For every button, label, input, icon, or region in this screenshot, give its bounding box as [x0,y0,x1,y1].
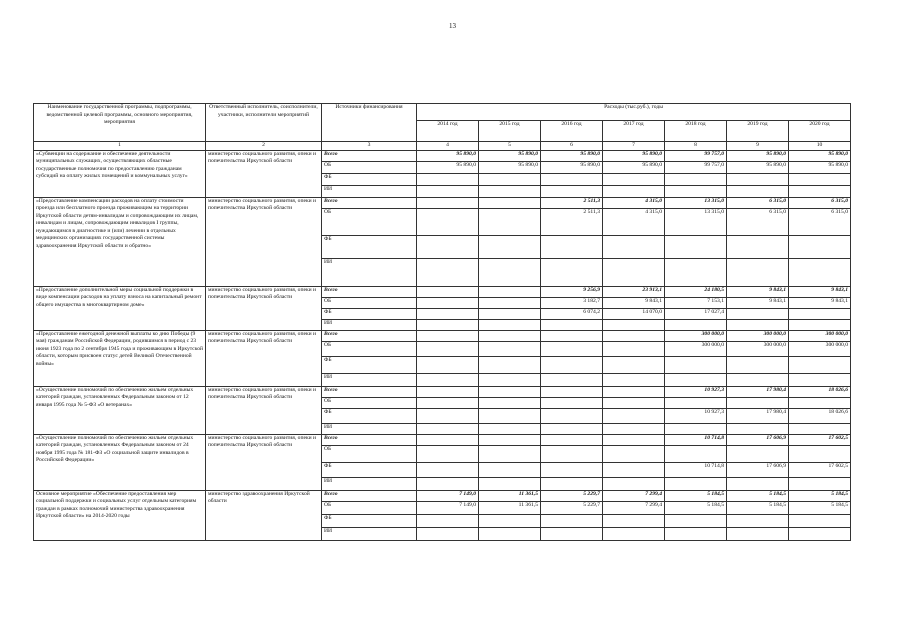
expense-value [417,258,479,286]
program-executor: министерство социального развития, опеки и попечительства Иркутской области [206,386,322,434]
expense-value [541,423,603,434]
program-name: «Осуществление полномочий по обеспечению жильем отдельных категорий граждан, установленных Федеральным законом от 12 января 1995 года № 5-ФЗ «О ветеранах» [34,386,206,434]
table-row [34,386,851,397]
expense-value [541,434,603,445]
expense-value: 9 843,1 [727,297,789,308]
funding-source: ИИ [322,373,417,386]
expense-value [727,373,789,386]
expense-value: 24 180,5 [665,286,727,297]
expense-value [727,258,789,286]
expense-value [479,397,541,408]
table-row [34,490,851,501]
funding-source: Всего [322,197,417,208]
expense-value [603,319,665,330]
expense-value [417,514,479,527]
expense-value: 95 890,0 [541,150,603,161]
expense-value [479,197,541,208]
header-year: 2017 год [603,121,665,142]
program-name: «Предоставление компенсации расходов на оплату стоимости проезда или бесплатного проезда проживающим на территории Иркутской области детям-инвалидам и сопровождающим их лицам, инвалидам и лицам, сопровождающим инвалидов I группы, нуждающимся в диагностике и (или) лечении в отдельных медицинских организациях государственной системы здравоохранения Иркутской области и обратно» [34,197,206,286]
expense-value [479,235,541,258]
column-number: 1 [34,142,206,151]
expense-value [479,423,541,434]
funding-source: ФБ [322,514,417,527]
expense-value [417,408,479,423]
expense-value [417,319,479,330]
expense-value: 300 000,0 [789,341,851,356]
funding-source: ИИ [322,319,417,330]
column-number: 6 [541,142,603,151]
expense-value [603,235,665,258]
expense-value: 95 890,0 [727,150,789,161]
funding-source: ИИ [322,477,417,490]
expense-value: 95 890,0 [479,150,541,161]
table-row [34,286,851,297]
expense-value [479,434,541,445]
expense-value [603,397,665,408]
expense-value [479,356,541,373]
program-executor: министерство социального развития, опеки и попечительства Иркутской области [206,150,322,197]
header-year: 2014 год [417,121,479,142]
expense-value [541,341,603,356]
expense-value [479,527,541,540]
expense-value [479,185,541,197]
expense-value [417,308,479,319]
expense-value [417,330,479,341]
expense-value [603,434,665,445]
expense-value [603,423,665,434]
expense-value [479,445,541,462]
funding-source: ОБ [322,161,417,173]
expense-value: 18 026,6 [789,386,851,397]
expense-value [665,319,727,330]
expense-value [665,477,727,490]
expense-value [789,258,851,286]
expense-value [417,197,479,208]
expense-value [789,477,851,490]
funding-source: ИИ [322,185,417,197]
expense-value: 5 184,5 [789,490,851,501]
expense-value [417,373,479,386]
expense-value: 5 184,5 [665,490,727,501]
funding-source: ИИ [322,258,417,286]
budget-table [33,103,851,541]
expense-value: 4 315,0 [603,197,665,208]
expense-value: 300 000,0 [665,330,727,341]
column-number: 8 [665,142,727,151]
expense-value: 95 890,0 [479,161,541,173]
expense-value: 5 184,5 [727,501,789,514]
expense-value: 10 927,3 [665,386,727,397]
expense-value [665,235,727,258]
expense-value [665,514,727,527]
expense-value [417,397,479,408]
column-number: 4 [417,142,479,151]
expense-value: 9 843,1 [789,286,851,297]
expense-value [603,477,665,490]
column-number: 9 [727,142,789,151]
program-name: «Субвенции на содержание и обеспечение деятельности муниципальных служащих, осуществляющих областные государственные полномочия по предоставлению гражданам субсидий на оплату жилых помещений и коммунальных услуг» [34,150,206,197]
header-year: 2015 год [479,121,541,142]
expense-value [727,235,789,258]
expense-value [541,462,603,477]
column-number: 2 [206,142,322,151]
expense-value: 9 843,1 [789,297,851,308]
expense-value [479,341,541,356]
column-number: 10 [789,142,851,151]
column-number: 7 [603,142,665,151]
expense-value: 7 299,4 [603,501,665,514]
program-executor: министерство социального развития, опеки и попечительства Иркутской области [206,434,322,490]
expense-value: 6 315,0 [789,208,851,235]
program-executor: министерство социального развития, опеки и попечительства Иркутской области [206,330,322,386]
expense-value [727,308,789,319]
expense-value [541,330,603,341]
expense-value [479,330,541,341]
expense-value [479,308,541,319]
header-year: 2020 год [789,121,851,142]
funding-source: Всего [322,386,417,397]
expense-value: 6 315,0 [727,197,789,208]
expense-value: 5 184,5 [727,490,789,501]
expense-value [727,527,789,540]
funding-source: ФБ [322,408,417,423]
funding-source: Всего [322,490,417,501]
expense-value [727,356,789,373]
expense-value [541,408,603,423]
expense-value: 17 606,9 [727,462,789,477]
expense-value [789,373,851,386]
expense-value: 9 256,9 [541,286,603,297]
expense-value [417,173,479,185]
expense-value [603,341,665,356]
expense-value [789,514,851,527]
expense-value [603,527,665,540]
expense-value [727,423,789,434]
expense-value [603,258,665,286]
expense-value: 13 315,0 [665,197,727,208]
expense-value [479,286,541,297]
column-number: 5 [479,142,541,151]
expense-value [541,258,603,286]
expense-value [541,477,603,490]
expense-value [789,185,851,197]
expense-value: 95 890,0 [541,161,603,173]
page-number: 13 [449,22,456,30]
expense-value [479,408,541,423]
expense-value [417,423,479,434]
expense-value: 17 027,4 [665,308,727,319]
expense-value [603,462,665,477]
expense-value [417,527,479,540]
expense-value [417,445,479,462]
expense-value: 7 149,0 [417,490,479,501]
header-year: 2019 год [727,121,789,142]
expense-value: 2 511,3 [541,208,603,235]
program-name: Основное мероприятие «Обеспечение предоставления мер социальной поддержки и социальных услуг отдельным категориям граждан в рамках полномочий министерства здравоохранения Иркутской области» на 2014-2020 годы [34,490,206,540]
expense-value [479,514,541,527]
expense-value [541,319,603,330]
expense-value [665,173,727,185]
expense-value [789,397,851,408]
expense-value [479,173,541,185]
expense-value [603,330,665,341]
program-name: «Осуществление полномочий по обеспечению жильем отдельных категорий граждан, установленных Федеральным законом от 24 ноября 1995 года № 181-ФЗ «О социальной защите инвалидов в Российской Федерации» [34,434,206,490]
program-name: «Предоставление дополнительной меры социальной поддержки в виде компенсации расходов на уплату взноса на капитальный ремонт общего имущества в многоквартирном доме» [34,286,206,330]
expense-value [603,408,665,423]
expense-value [603,386,665,397]
header-year: 2018 год [665,121,727,142]
expense-value [541,185,603,197]
expense-value: 9 843,1 [603,297,665,308]
expense-value [417,462,479,477]
expense-value: 14 070,0 [603,308,665,319]
expense-value [417,386,479,397]
expense-value [665,423,727,434]
expense-value [417,297,479,308]
table-header [34,104,851,151]
expense-value: 95 890,0 [789,150,851,161]
program-name: «Предоставление ежегодной денежной выплаты ко дню Победы (9 мая) гражданам Российской Федерации, родившимся в период с 23 июня 1923 года по 2 сентября 1945 года и проживающим в Иркутской области, которым присвоен статус детей Великой Отечественной войны» [34,330,206,386]
program-executor: министерство социального развития, опеки и попечительства Иркутской области [206,197,322,286]
expense-value [417,477,479,490]
funding-source: ОБ [322,297,417,308]
expense-value [541,386,603,397]
table-row [34,434,851,445]
expense-value [479,297,541,308]
expense-value [727,477,789,490]
expense-value [541,445,603,462]
funding-source: ОБ [322,397,417,408]
expense-value [727,514,789,527]
expense-value [603,373,665,386]
funding-source: ОБ [322,445,417,462]
expense-value: 17 602,5 [789,462,851,477]
expense-value [727,185,789,197]
expense-value [541,235,603,258]
expense-value [417,286,479,297]
expense-value [603,445,665,462]
expense-value [541,373,603,386]
expense-value [603,173,665,185]
expense-value [541,356,603,373]
expense-value [541,527,603,540]
expense-value: 11 361,5 [479,490,541,501]
funding-source: ФБ [322,235,417,258]
header-executor: Ответственный исполнитель, соисполнители, участники, исполнители мероприятий [206,104,322,142]
funding-source: Всего [322,150,417,161]
expense-value [665,373,727,386]
funding-source: ФБ [322,462,417,477]
table-row [34,150,851,161]
funding-source: ИИ [322,423,417,434]
expense-value: 300 000,0 [665,341,727,356]
expense-value [417,341,479,356]
expense-value [789,527,851,540]
expense-value [417,208,479,235]
expense-value: 95 890,0 [789,161,851,173]
expense-value: 17 602,5 [789,434,851,445]
table-body [34,150,851,540]
expense-value [665,527,727,540]
expense-value: 10 714,8 [665,434,727,445]
expense-value [665,445,727,462]
expense-value [603,185,665,197]
expense-value: 300 000,0 [727,341,789,356]
funding-source: ФБ [322,356,417,373]
expense-value [417,356,479,373]
expense-value [665,258,727,286]
expense-value: 300 000,0 [727,330,789,341]
expense-value: 2 511,3 [541,197,603,208]
expense-value: 9 843,1 [727,286,789,297]
expense-value [541,173,603,185]
expense-value: 3 182,7 [541,297,603,308]
expense-value: 6 315,0 [789,197,851,208]
expense-value: 11 361,5 [479,501,541,514]
funding-source: ОБ [322,208,417,235]
funding-source: Всего [322,286,417,297]
header-sources: Источники финансирования [322,104,417,142]
expense-value: 5 229,7 [541,501,603,514]
expense-value [479,319,541,330]
expense-value: 6 074,2 [541,308,603,319]
expense-value [727,173,789,185]
funding-source: ФБ [322,173,417,185]
expense-value: 300 000,0 [789,330,851,341]
expense-value [789,235,851,258]
expense-value [789,319,851,330]
expense-value [479,208,541,235]
expense-value [665,356,727,373]
program-executor: министерство социального развития, опеки и попечительства Иркутской области [206,286,322,330]
expense-value [665,397,727,408]
expense-value [727,445,789,462]
expense-value: 5 229,7 [541,490,603,501]
expense-value: 13 315,0 [665,208,727,235]
expense-value [727,319,789,330]
expense-value [479,386,541,397]
expense-value: 17 980,4 [727,408,789,423]
expense-value [789,356,851,373]
funding-source: ФБ [322,308,417,319]
table-row [34,197,851,208]
expense-value [417,185,479,197]
expense-value: 6 315,0 [727,208,789,235]
funding-source: Всего [322,434,417,445]
expense-value [789,445,851,462]
expense-value [479,462,541,477]
expense-value: 5 184,5 [789,501,851,514]
expense-value: 5 184,5 [665,501,727,514]
expense-value [479,373,541,386]
expense-value: 95 890,0 [727,161,789,173]
expense-value: 95 890,0 [417,150,479,161]
expense-value [417,434,479,445]
funding-source: ИИ [322,527,417,540]
expense-value: 99 757,0 [665,161,727,173]
expense-value: 7 299,4 [603,490,665,501]
expense-value: 23 913,1 [603,286,665,297]
expense-value: 7 149,0 [417,501,479,514]
expense-value [665,185,727,197]
expense-value [789,423,851,434]
expense-value: 17 980,4 [727,386,789,397]
expense-value: 95 890,0 [603,150,665,161]
expense-value [479,477,541,490]
expense-value [417,235,479,258]
expense-value [541,397,603,408]
header-year: 2016 год [541,121,603,142]
table-row [34,330,851,341]
funding-source: ОБ [322,501,417,514]
expense-value [727,397,789,408]
expense-value: 7 153,1 [665,297,727,308]
expense-value [789,173,851,185]
expense-value [541,514,603,527]
expense-value: 17 606,9 [727,434,789,445]
header-name: Наименование государственной программы, подпрограммы, ведомственной целевой программы, основного мероприятия, мероприятия [34,104,206,142]
expense-value: 95 890,0 [417,161,479,173]
funding-source: Всего [322,330,417,341]
expense-value: 95 890,0 [603,161,665,173]
program-executor: министерство здравоохранения Иркутской области [206,490,322,540]
expense-value: 10 927,3 [665,408,727,423]
expense-value [479,258,541,286]
header-expenses: Расходы (тыс.руб.), годы [417,104,851,121]
funding-source: ОБ [322,341,417,356]
expense-value: 4 315,0 [603,208,665,235]
expense-value: 18 026,6 [789,408,851,423]
expense-value [603,514,665,527]
column-number: 3 [322,142,417,151]
expense-value [603,356,665,373]
expense-value: 10 714,8 [665,462,727,477]
expense-value: 99 757,0 [665,150,727,161]
expense-value [789,308,851,319]
